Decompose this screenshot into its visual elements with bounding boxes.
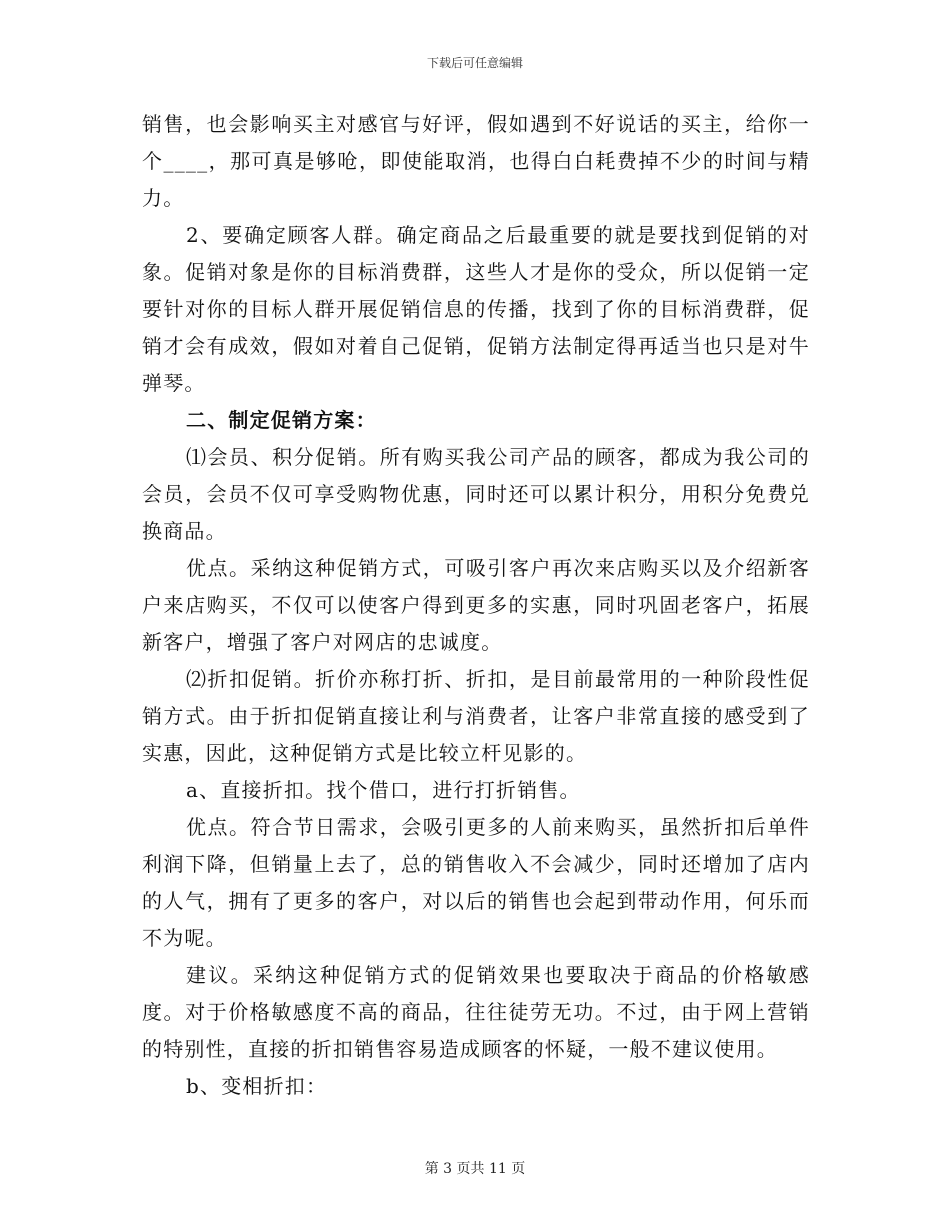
page-header: 下载后可任意编辑 xyxy=(426,56,523,70)
paragraph-member-points: ⑴会员、积分促销。所有购买我公司产品的顾客，都成为我公司的会员，会员不仅可享受购物优惠，同时还可以累计积分，用积分免费兑换商品。 xyxy=(142,445,810,543)
paragraph-direct-discount-suggestion: 建议。采纳这种促销方式的促销效果也要取决于商品的价格敏感度。对于价格敏感度不高的商品，往往徒劳无功。不过，由于网上营销的特别性，直接的折扣销售容易造成顾客的怀疑，一般不建议使用。 xyxy=(142,963,810,1061)
paragraph-continuation: 销售，也会影响买主对感官与好评，假如遇到不好说话的买主，给你一个____，那可真是够呛，即使能取消，也得白白耗费掉不少的时间与精力。 xyxy=(142,112,810,210)
document-body xyxy=(142,106,810,1105)
page-footer: 第 3 页共 11 页 xyxy=(424,1161,526,1177)
paragraph-direct-discount: a、直接折扣。找个借口，进行打折销售。 xyxy=(186,778,581,802)
paragraph-direct-discount-advantages: 优点。符合节日需求，会吸引更多的人前来购买，虽然折扣后单件利润下降，但销量上去了，总的销售收入不会减少，同时还增加了店内的人气，拥有了更多的客户，对以后的销售也会起到带动作用，何乐而不为呢。 xyxy=(142,815,810,950)
paragraph-member-advantages: 优点。采纳这种促销方式，可吸引客户再次来店购买以及介绍新客户来店购买，不仅可以使客户得到更多的实惠，同时巩固老客户，拓展新客户，增强了客户对网店的忠诚度。 xyxy=(142,556,810,654)
paragraph-discount-promotion: ⑵折扣促销。折价亦称打折、折扣，是目前最常用的一种阶段性促销方式。由于折扣促销直接让利与消费者，让客户非常直接的感受到了实惠，因此，这种促销方式是比较立杆见影的。 xyxy=(142,667,810,765)
paragraph-target-customers: 2、要确定顾客人群。确定商品之后最重要的就是要找到促销的对象。促销对象是你的目标消费群，这些人才是你的受众，所以促销一定要针对你的目标人群开展促销信息的传播，找到了你的目标消费群，促销才会有成效，假如对着自己促销，促销方法制定得再适当也只是对牛弹琴。 xyxy=(142,223,810,395)
paragraph-indirect-discount: b、变相折扣： xyxy=(186,1074,328,1098)
section-heading-promotion-plan: 二、制定促销方案： xyxy=(186,408,377,432)
